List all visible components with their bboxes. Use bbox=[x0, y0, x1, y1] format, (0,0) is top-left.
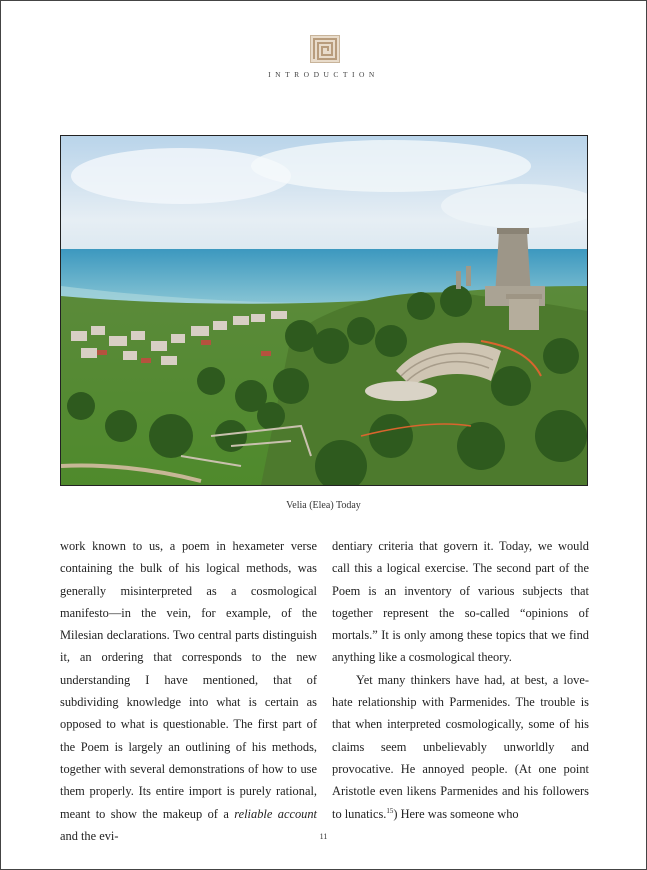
footnote-ref[interactable]: 15 bbox=[386, 806, 394, 815]
paragraph bbox=[60, 535, 317, 847]
paragraph: dentiary criteria that govern it. Today, we would call this a logical exercise. The second part of the Poem is an inventory of various subjects that together represent the so-called “opinions of mortals.” It is only among these topics that we find anything like a cosmological theory. bbox=[332, 539, 589, 665]
greek-key-square-icon bbox=[310, 35, 340, 63]
figure-caption: Velia (Elea) Today bbox=[286, 500, 361, 511]
paragraph bbox=[332, 669, 589, 825]
text-run: work known to us, a poem in hexameter verse containing the bulk of his logical methods, was generally misinterpreted as a cosmological manifesto—in the vein, for example, of the Milesian declarations. Two central parts distinguish it, an ordering that corresponds to the new understanding I have mentioned, that of subdividing knowledge into what is certain as opposed to what is questionable. The first part of the Poem is largely an outlining of his methods, together with several demonstrations of how to use them properly. Its entire import is purely rational, meant to show the makeup of a bbox=[60, 539, 317, 821]
text-run: and the evi- bbox=[60, 828, 119, 843]
photo-velia bbox=[60, 135, 588, 486]
text-column-right bbox=[332, 535, 589, 825]
running-head: INTRODUCTION bbox=[268, 70, 379, 79]
text-column-left bbox=[60, 535, 317, 847]
text-run: ) Here was someone who bbox=[393, 806, 519, 821]
page-number: 11 bbox=[319, 832, 328, 841]
emphasis-reliable-account: reliable account bbox=[234, 806, 317, 821]
text-run: Yet many thinkers have had, at best, a love-hate relationship with Parmenides. The trouble is that when interpreted cosmologically, some of his claims seem unbelievably unworldly and provocative. He annoyed people. (At one point Aristotle even likens Parmenides and his followers to lunatics. bbox=[332, 672, 589, 821]
